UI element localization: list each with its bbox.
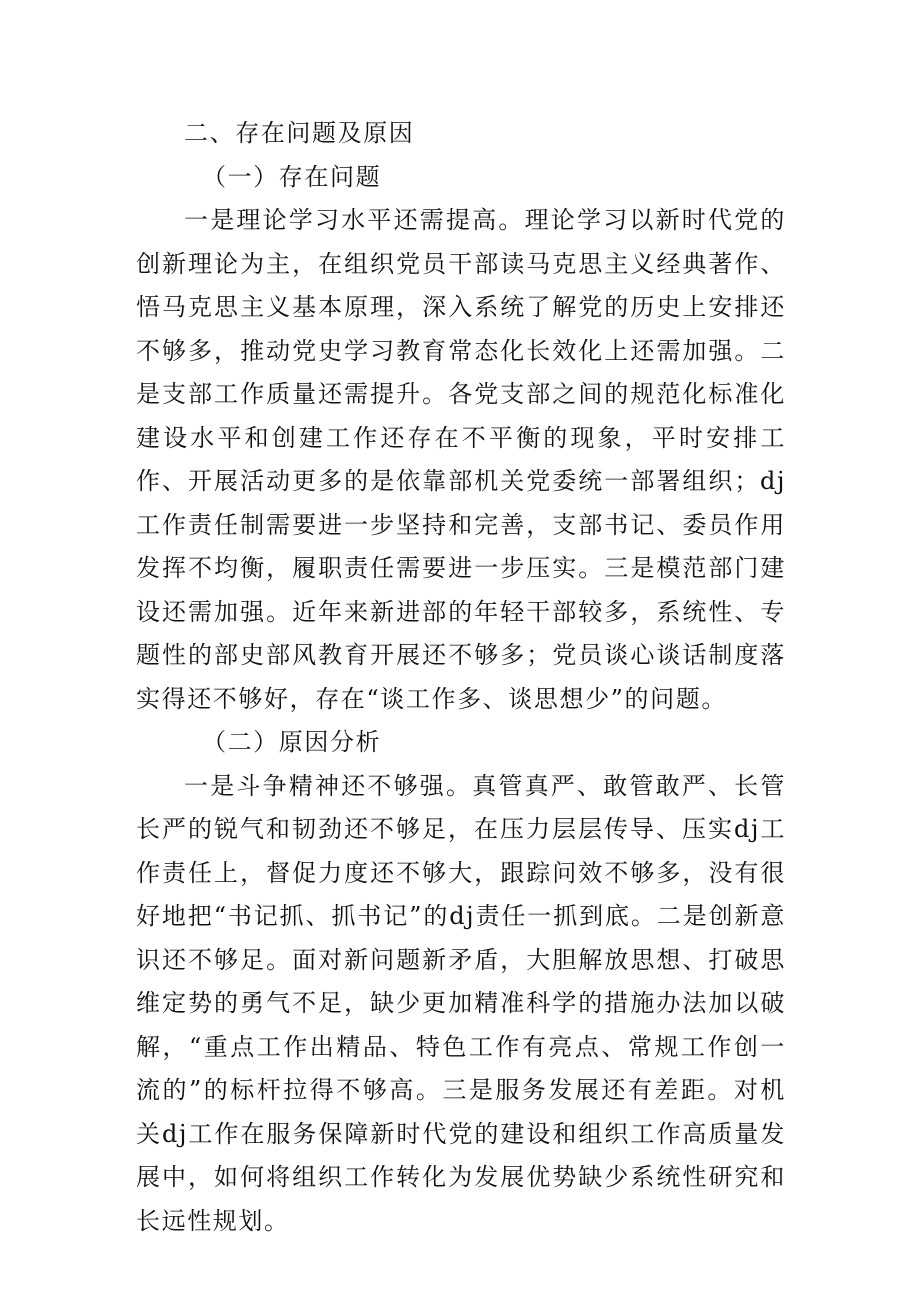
- problems-paragraph: 一是理论学习水平还需提高。理论学习以新时代党的创新理论为主，在组织党员干部读马克思主义经典著作、悟马克思主义基本原理，深入系统了解党的历史上安排还不够多，推动党史学习教育常态化长效化上还需加强。二是支部工作质量还需提升。各党支部之间的规范化标准化建设水平和创建工作还存在不平衡的现象，平时安排工作、开展活动更多的是依靠部机关党委统一部署组织；dj工作责任制需要进一步坚持和完善，支部书记、委员作用发挥不均衡，履职责任需要进一步压实。三是模范部门建设还需加强。近年来新进部的年轻干部较多，系统性、专题性的部史部风教育开展还不够多；党员谈心谈话制度落实得还不够好，存在“谈工作多、谈思想少”的问题。: [136, 206, 786, 713]
- causes-paragraph: 一是斗争精神还不够强。真管真严、敢管敢严、长管长严的锐气和韧劲还不够足，在压力层层传导、压实dj工作责任上，督促力度还不够大，跟踪问效不够多，没有很好地把“书记抓、抓书记”的dj责任一抓到底。二是创新意识还不够足。面对新问题新矛盾，大胆解放思想、打破思维定势的勇气不足，缺少更加精准科学的措施办法加以破解，“重点工作出精品、特色工作有亮点、常规工作创一流的”的标杆拉得不够高。三是服务发展还有差距。对机关dj工作在服务保障新时代党的建设和组织工作高质量发展中，如何将组织工作转化为发展优势缺少系统性研究和长远性规划。: [136, 771, 786, 1235]
- document-body: [136, 112, 786, 1243]
- subsection-heading-problems: （一）存在问题: [202, 162, 382, 191]
- subsection-heading-causes: （二）原因分析: [202, 728, 382, 756]
- section-heading: 二、存在问题及原因: [184, 119, 415, 147]
